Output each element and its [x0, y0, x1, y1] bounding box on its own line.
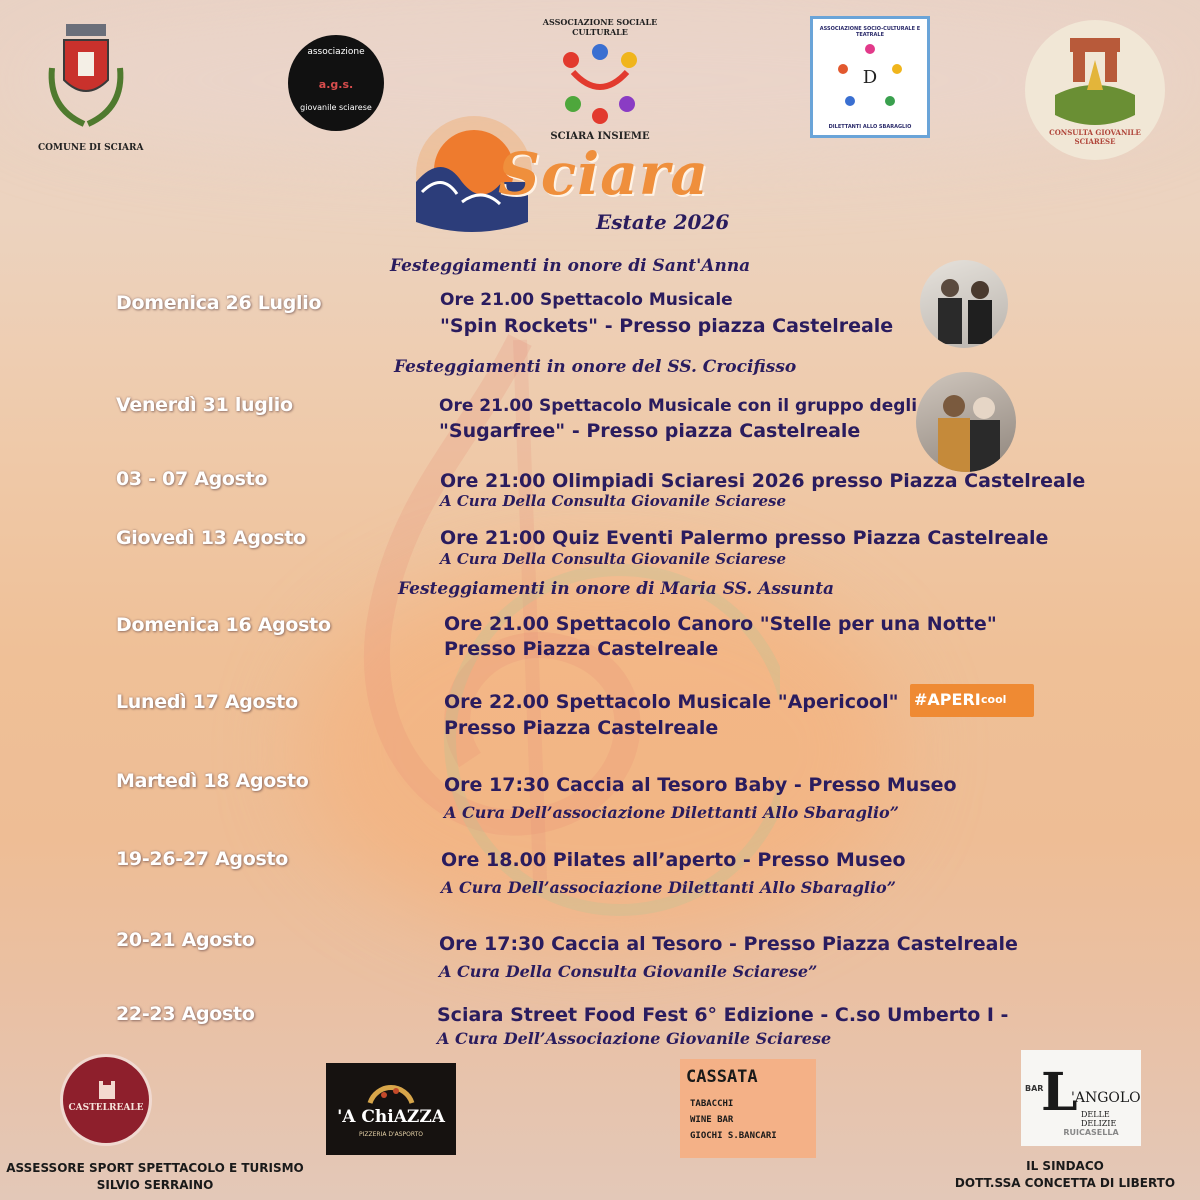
sbaraglio-top-text: ASSOCIAZIONE SOCIO-CULTURALE E TEATRALE [819, 26, 921, 38]
band-photo [920, 260, 1008, 348]
achiazza-text: 'A ChiAZZA [337, 1107, 445, 1127]
dancers-icon [835, 41, 905, 111]
section-header: Festeggiamenti in onore di Sant'Anna [390, 256, 751, 276]
event-date: Venerdì 31 luglio [116, 394, 293, 416]
castelreale-logo [60, 1054, 152, 1146]
section-header: Festeggiamenti in onore del SS. Crocifisso [394, 357, 797, 377]
event-date: 20-21 Agosto [116, 929, 255, 951]
title-main: Sciara [498, 140, 709, 208]
consulta-logo [1025, 20, 1165, 160]
castle-icon [97, 1079, 117, 1099]
sciara-insieme-bottom: SCIARA INSIEME [550, 131, 650, 142]
cassata-title: CASSATA [686, 1067, 758, 1087]
angolo-sub: DELLE DELIZIE [1081, 1110, 1117, 1128]
svg-text:D: D [862, 67, 878, 88]
sbaraglio-bottom-text: DILETTANTI ALLO SBARAGLIO [828, 124, 912, 130]
footer-right-name: DOTT.SSA CONCETTA DI LIBERTO [954, 1176, 1176, 1190]
ags-middle-text: a.g.s. [318, 78, 354, 91]
event-date: Giovedì 13 Agosto [116, 527, 306, 549]
ags-logo [288, 35, 384, 131]
people-circle-icon [553, 42, 647, 130]
event-line2: "Spin Rockets" - Presso piazza Castelreale [440, 315, 894, 337]
comune-crest-logo [38, 18, 134, 138]
castelreale-text: CASTELREALE [68, 1103, 144, 1113]
footer-left-name: SILVIO SERRAINO [96, 1178, 214, 1192]
title-sub: Estate 2026 [596, 210, 730, 234]
badge-hash-text: #APERI [914, 690, 981, 709]
event-line2: "Sugarfree" - Presso piazza Castelreale [439, 420, 861, 442]
band-photo [916, 372, 1016, 472]
event-cura: A Cura Della Consulta Giovanile Sciarese [440, 550, 787, 568]
event-date: 03 - 07 Agosto [116, 468, 268, 490]
band-photo-icon [920, 260, 1008, 348]
sciara-insieme-top: ASSOCIAZIONE SOCIALE CULTURALE [542, 17, 658, 37]
sbaraglio-logo [810, 16, 930, 138]
consulta-text: CONSULTA GIOVANILE SCIARESE [1049, 128, 1141, 146]
angolo-town: RUICASELLA [1063, 1128, 1119, 1137]
event-line1: Ore 22.00 Spettacolo Musicale "Apericool" [444, 691, 899, 713]
achiazza-logo [326, 1063, 456, 1155]
cassata-l3: GIOCHI S.BANCARI [690, 1131, 777, 1141]
event-line2: Presso Piazza Castelreale [444, 717, 719, 739]
event-date: Domenica 16 Agosto [116, 614, 331, 636]
pizza-icon [366, 1069, 416, 1105]
event-cura: A Cura Dell’Associazione Giovanile Sciarese [437, 1029, 832, 1048]
event-cura: A Cura Dell’associazione Dilettanti Allo Sbaraglio” [441, 878, 896, 897]
badge-cool-text: cool [981, 693, 1007, 706]
section-header: Festeggiamenti in onore di Maria SS. Assunta [398, 579, 835, 599]
apericool-badge [910, 684, 1034, 717]
event-line1: Ore 21:00 Olimpiadi Sciaresi 2026 presso Piazza Castelreale [440, 470, 1086, 492]
crest-icon [38, 18, 134, 138]
achiazza-sub: PIZZERIA D'ASPORTO [359, 1131, 423, 1138]
footer-right [930, 1158, 1200, 1192]
cassata-l2: WINE BAR [690, 1115, 734, 1125]
event-line1: Sciara Street Food Fest 6° Edizione - C.so Umberto I - [437, 1004, 1009, 1026]
event-line1: Ore 21.00 Spettacolo Musicale [440, 290, 733, 310]
cassata-l1: TABACCHI [690, 1099, 734, 1109]
footer-left [0, 1160, 310, 1194]
angolo-logo [1021, 1050, 1141, 1146]
event-date: 19-26-27 Agosto [116, 848, 289, 870]
event-line1: Ore 21:00 Quiz Eventi Palermo presso Piazza Castelreale [440, 527, 1049, 549]
footer-right-role: IL SINDACO [1026, 1159, 1104, 1173]
event-line1: Ore 18.00 Pilates all’aperto - Presso Museo [441, 849, 906, 871]
event-cura: A Cura Della Consulta Giovanile Sciarese” [439, 962, 818, 981]
event-date: Domenica 26 Luglio [116, 292, 322, 314]
event-line1: Ore 21.00 Spettacolo Musicale con il gruppo degli [439, 396, 918, 416]
angolo-name: 'ANGOLO [1071, 1090, 1141, 1106]
event-cura: A Cura Della Consulta Giovanile Sciarese [440, 492, 787, 510]
comune-caption: COMUNE DI SCIARA [38, 143, 144, 153]
event-date: 22-23 Agosto [116, 1003, 255, 1025]
cassata-logo [680, 1059, 816, 1158]
footer-left-role: ASSESSORE SPORT SPETTACOLO E TURISMO [6, 1161, 304, 1175]
event-line1: Ore 21.00 Spettacolo Canoro "Stelle per una Notte" [444, 613, 997, 635]
angolo-big: L [1041, 1062, 1078, 1123]
event-line1: Ore 17:30 Caccia al Tesoro - Presso Piazza Castelreale [439, 933, 1018, 955]
ags-top-text: associazione [307, 47, 365, 57]
event-date: Martedì 18 Agosto [116, 770, 309, 792]
event-cura: A Cura Dell’associazione Dilettanti Allo Sbaraglio” [444, 803, 899, 822]
ags-bottom-text: giovanile sciarese [300, 103, 372, 112]
event-line1: Ore 17:30 Caccia al Tesoro Baby - Presso Museo [444, 774, 957, 796]
band-photo-icon [916, 372, 1016, 472]
event-line2: Presso Piazza Castelreale [444, 638, 719, 660]
angolo-bar: BAR [1025, 1084, 1044, 1093]
event-date: Lunedì 17 Agosto [116, 691, 298, 713]
